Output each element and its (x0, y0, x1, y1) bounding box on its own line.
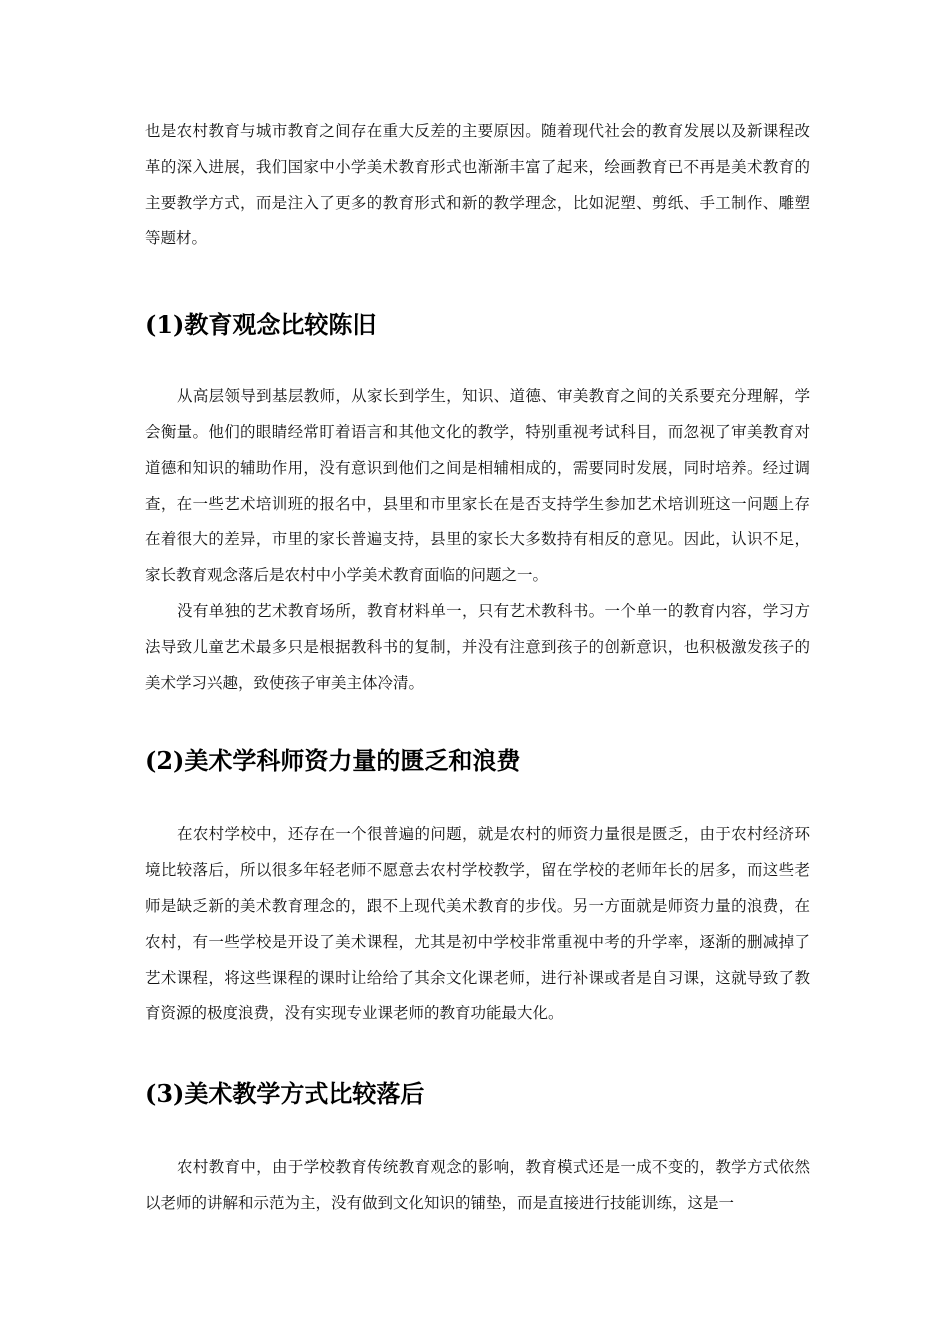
section-3-paragraph-1: 农村教育中，由于学校教育传统教育观念的影响，教育模式还是一成不变的，教学方式依然以老师的讲解和示范为主，没有做到文化知识的铺垫，而是直接进行技能训练，这是一 (145, 1158, 810, 1212)
intro-paragraph: 也是农村教育与城市教育之间存在重大反差的主要原因。随着现代社会的教育发展以及新课程改革的深入进展，我们国家中小学美术教育形式也渐渐丰富了起来，绘画教育已不再是美术教育的主要教学方式，而是注入了更多的教育形式和新的教学理念，比如泥塑、剪纸、手工制作、雕塑等题材。 (145, 122, 810, 248)
document-body (145, 114, 810, 1222)
section-heading-2: (2)美术学科师资力量的匮乏和浪费 (145, 746, 521, 776)
section-heading-3: (3)美术教学方式比较落后 (145, 1079, 425, 1109)
section-heading-1: (1)教育观念比较陈旧 (145, 310, 377, 340)
section-1-paragraph-2: 没有单独的艺术教育场所，教育材料单一，只有艺术教科书。一个单一的教育内容，学习方法导致儿童艺术最多只是根据教科书的复制，并没有注意到孩子的创新意识，也积极激发孩子的美术学习兴趣，致使孩子审美主体冷清。 (145, 601, 810, 692)
section-1-paragraph-1: 从高层领导到基层教师，从家长到学生，知识、道德、审美教育之间的关系要充分理解，学会衡量。他们的眼睛经常盯着语言和其他文化的教学，特别重视考试科目，而忽视了审美教育对道德和知识的辅助作用，没有意识到他们之间是相辅相成的，需要同时发展，同时培养。经过调查，在一些艺术培训班的报名中，县里和市里家长在是否支持学生参加艺术培训班这一问题上存在着很大的差异，市里的家长普遍支持，县里的家长大多数持有相反的意见。因此，认识不足，家长教育观念落后是农村中小学美术教育面临的问题之一。 (145, 387, 810, 585)
section-2-paragraph-1: 在农村学校中，还存在一个很普遍的问题，就是农村的师资力量很是匮乏，由于农村经济环境比较落后，所以很多年轻老师不愿意去农村学校教学，留在学校的老师年长的居多，而这些老师是缺乏新的美术教育理念的，跟不上现代美术教育的步伐。另一方面就是师资力量的浪费，在农村，有一些学校是开设了美术课程，尤其是初中学校非常重视中考的升学率，逐渐的删减掉了艺术课程，将这些课程的课时让给给了其余文化课老师，进行补课或者是自习课，这就导致了教育资源的极度浪费，没有实现专业课老师的教育功能最大化。 (145, 825, 810, 1023)
